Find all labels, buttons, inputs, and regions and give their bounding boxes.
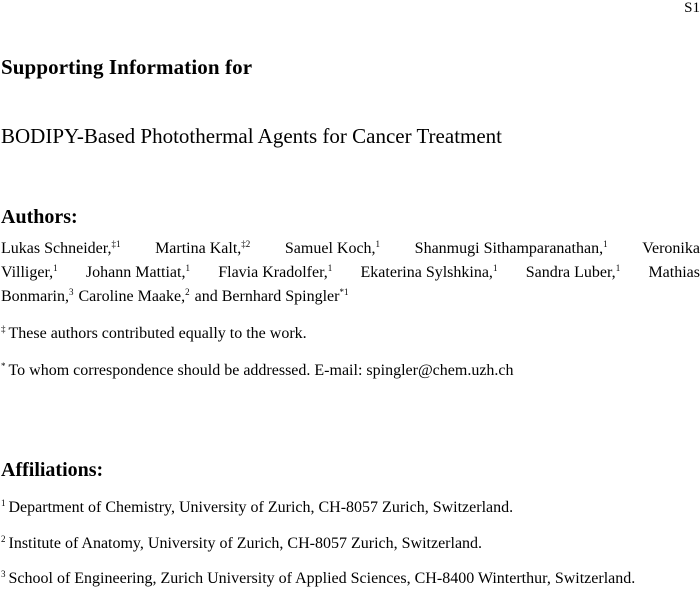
double-dagger-mark: ‡ <box>1 324 6 334</box>
author-line-2 <box>1 261 700 285</box>
correspondence-note: * To whom correspondence should be addressed. E-mail: spingler@chem.uzh.ch <box>1 361 514 379</box>
author: Martina Kalt,$^{\ddagger 2}$ <box>155 239 251 257</box>
author: Lukas Schneider,$^{\ddagger 1}$ <box>1 239 121 257</box>
author-first-name-part: Veronika <box>642 240 700 257</box>
author: Sandra Luber,$^1$ <box>525 263 621 281</box>
author: Johann Mattiat,$^1$ <box>85 263 190 281</box>
equal-contribution-note: ‡ These authors contributed equally to the work. <box>1 324 307 342</box>
author-last-name-part: Bonmarin,$^3$ <box>1 287 74 305</box>
page-number: S1 <box>684 0 700 16</box>
author-list <box>1 237 700 309</box>
affiliation-item: $^2$ Institute of Anatomy, University of Zurich, CH-8057 Zurich, Switzerland. <box>1 534 483 552</box>
document-title: BODIPY-Based Photothermal Agents for Cancer Treatment <box>1 124 503 148</box>
author: Flavia Kradolfer,$^1$ <box>218 263 333 281</box>
asterisk-mark: * <box>1 361 6 371</box>
affiliation-item: $^1$ Department of Chemistry, University of Zurich, CH-8057 Zurich, Switzerland. <box>1 498 514 516</box>
affiliations-heading: Affiliations: <box>1 459 104 481</box>
author: and Bernhard Spingler$^{*1}$ <box>194 287 349 305</box>
author-last-name-part: Villiger,$^1$ <box>1 263 58 281</box>
author: Caroline Maake,$^2$ <box>78 287 190 305</box>
author-line-3 <box>1 285 700 309</box>
author: Shanmugi Sithamparanathan,$^1$ <box>414 239 608 257</box>
author-line-1 <box>1 237 700 261</box>
supporting-info-heading: Supporting Information for <box>1 55 253 79</box>
authors-heading: Authors: <box>1 206 78 228</box>
author-first-name-part: Mathias <box>648 264 700 281</box>
author: Ekaterina Sylshkina,$^1$ <box>360 263 498 281</box>
affiliation-item: $^3$ School of Engineering, Zurich University of Applied Sciences, CH-8400 Winterthur, Switzerland. <box>1 569 636 587</box>
author: Samuel Koch,$^1$ <box>284 239 381 257</box>
